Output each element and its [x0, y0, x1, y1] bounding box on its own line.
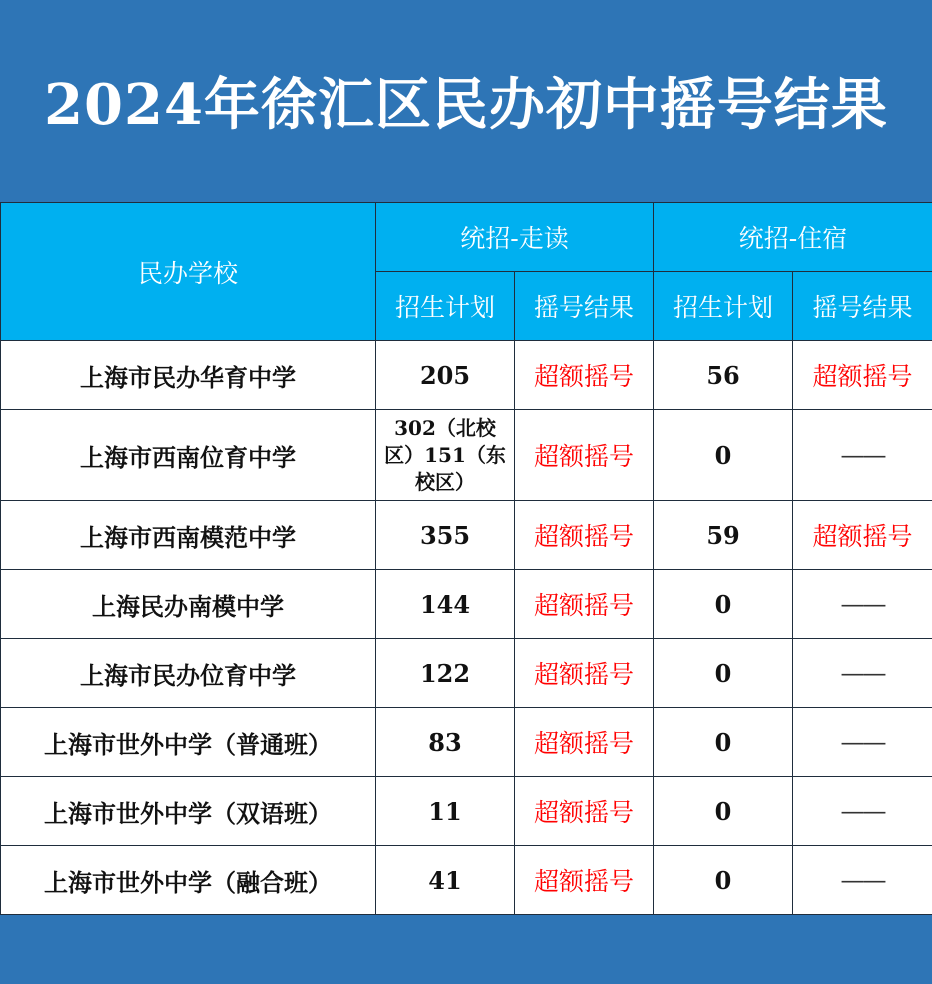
board-plan: 0 — [654, 777, 793, 846]
board-result: 超额摇号 — [793, 501, 932, 570]
day-result: 超额摇号 — [515, 570, 654, 639]
board-result: —— — [793, 410, 932, 501]
board-result: —— — [793, 777, 932, 846]
day-result: 超额摇号 — [515, 639, 654, 708]
day-plan: 355 — [376, 501, 515, 570]
day-result: 超额摇号 — [515, 708, 654, 777]
board-plan: 0 — [654, 639, 793, 708]
board-result: 超额摇号 — [793, 341, 932, 410]
table-row — [1, 410, 932, 501]
table-header — [1, 203, 932, 341]
day-result: 超额摇号 — [515, 501, 654, 570]
day-plan: 122 — [376, 639, 515, 708]
header-row-groups — [1, 203, 932, 272]
day-plan-multi: 302（北校区）151（东校区） — [384, 415, 506, 494]
school-name: 上海市世外中学（融合班） — [1, 846, 376, 915]
table-body — [1, 341, 932, 915]
footer-bar — [0, 915, 932, 984]
board-result: —— — [793, 846, 932, 915]
page-title: 2024年徐汇区民办初中摇号结果 — [44, 72, 888, 138]
school-name: 上海市世外中学（双语班） — [1, 777, 376, 846]
school-name: 上海市民办位育中学 — [1, 639, 376, 708]
day-plan: 83 — [376, 708, 515, 777]
header-group-day: 统招-走读 — [376, 203, 654, 272]
day-result: 超额摇号 — [515, 341, 654, 410]
day-result: 超额摇号 — [515, 777, 654, 846]
board-plan: 0 — [654, 410, 793, 501]
table-row — [1, 777, 932, 846]
board-result: —— — [793, 708, 932, 777]
header-board-plan: 招生计划 — [654, 272, 793, 341]
day-plan: 11 — [376, 777, 515, 846]
day-plan: 205 — [376, 341, 515, 410]
table-row — [1, 846, 932, 915]
school-name: 上海市民办华育中学 — [1, 341, 376, 410]
table-row — [1, 570, 932, 639]
header-day-result: 摇号结果 — [515, 272, 654, 341]
header-board-result: 摇号结果 — [793, 272, 932, 341]
title-bar — [0, 0, 932, 202]
header-school: 民办学校 — [1, 203, 376, 341]
table-row — [1, 341, 932, 410]
school-name: 上海市世外中学（普通班） — [1, 708, 376, 777]
school-name: 上海市西南模范中学 — [1, 501, 376, 570]
day-plan — [376, 410, 515, 501]
board-plan: 0 — [654, 846, 793, 915]
school-name: 上海市西南位育中学 — [1, 410, 376, 501]
school-name: 上海民办南模中学 — [1, 570, 376, 639]
board-plan: 0 — [654, 708, 793, 777]
board-result: —— — [793, 570, 932, 639]
results-table — [0, 202, 932, 915]
day-plan: 144 — [376, 570, 515, 639]
board-result: —— — [793, 639, 932, 708]
day-result: 超额摇号 — [515, 410, 654, 501]
board-plan: 0 — [654, 570, 793, 639]
board-plan: 59 — [654, 501, 793, 570]
table-row — [1, 639, 932, 708]
day-plan: 41 — [376, 846, 515, 915]
header-group-board: 统招-住宿 — [654, 203, 932, 272]
table-row — [1, 501, 932, 570]
header-day-plan: 招生计划 — [376, 272, 515, 341]
table-row — [1, 708, 932, 777]
day-result: 超额摇号 — [515, 846, 654, 915]
board-plan: 56 — [654, 341, 793, 410]
